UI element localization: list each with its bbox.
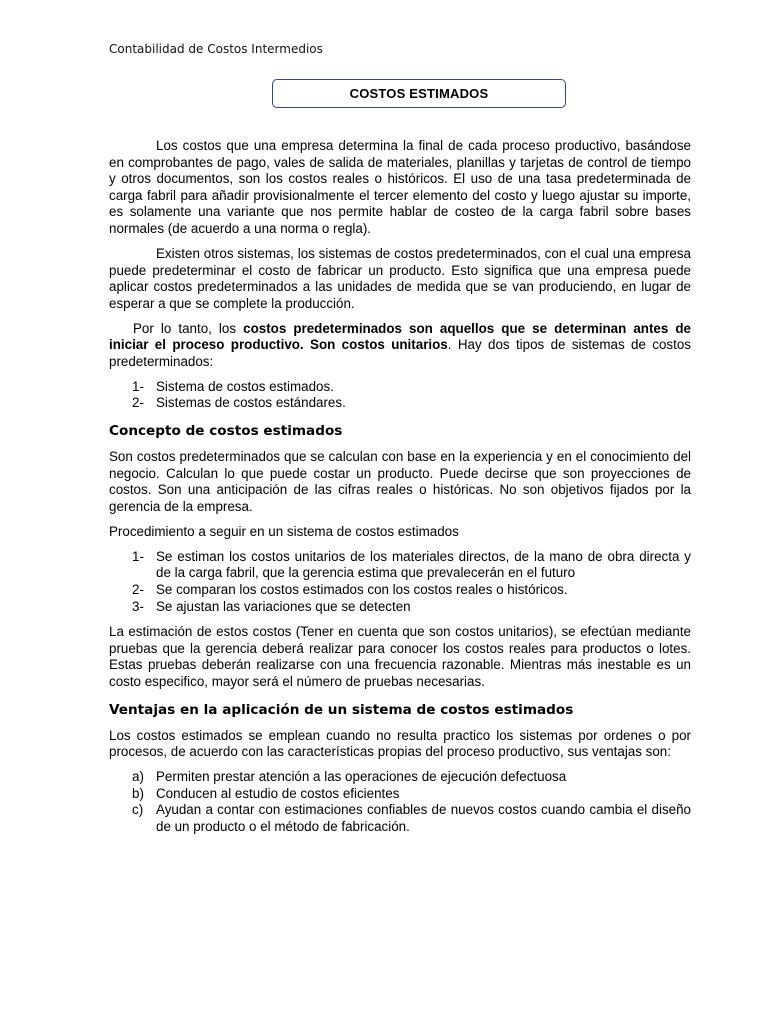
paragraph-advantages-intro: Los costos estimados se emplean cuando no resulta practico los sistemas por ordenes o por procesos, de acuerdo con las características propias del proceso productivo, sus ventajas son: bbox=[109, 727, 691, 760]
list-item-text: Sistemas de costos estándares. bbox=[156, 395, 346, 411]
paragraph-predetermined-systems: Existen otros sistemas, los sistemas de costos predeterminados, con el cual una empresa puede predeterminar el costo de fabricar un producto. Esto significa que una empresa puede aplicar costos predeterminados a las unidades de medida que se van produciendo, en lugar de esperar a que se complete la producción. bbox=[109, 245, 691, 311]
list-item-text: Se comparan los costos estimados con los costos reales o históricos. bbox=[156, 582, 568, 598]
list-marker: b) bbox=[132, 785, 144, 801]
systems-list bbox=[109, 379, 691, 412]
list-item-text: Se ajustan las variaciones que se detecten bbox=[156, 598, 411, 614]
list-marker: 1- bbox=[132, 378, 144, 394]
section-heading-concept: Concepto de costos estimados bbox=[109, 423, 343, 440]
list-item-text: Ayudan a contar con estimaciones confiables de nuevos costos cuando cambia el diseño de un producto o el método de fabricación. bbox=[156, 802, 691, 834]
list-item bbox=[109, 395, 691, 412]
document-title: COSTOS ESTIMADOS bbox=[349, 86, 489, 101]
list-marker: 2- bbox=[132, 582, 144, 598]
list-item bbox=[109, 599, 691, 616]
list-marker: 1- bbox=[132, 548, 144, 564]
list-item-text: Permiten prestar atención a las operaciones de ejecución defectuosa bbox=[156, 769, 567, 785]
definition-lead: Por lo tanto, los bbox=[133, 320, 244, 336]
advantages-list bbox=[109, 769, 691, 835]
list-item-text: Conducen al estudio de costos eficientes bbox=[156, 785, 400, 801]
section-heading-advantages: Ventajas en la aplicación de un sistema de costos estimados bbox=[109, 701, 574, 718]
list-marker: 2- bbox=[132, 395, 144, 411]
document-body bbox=[109, 138, 691, 845]
list-item bbox=[109, 379, 691, 396]
paragraph-estimation: La estimación de estos costos (Tener en cuenta que son costos unitarios), se efectúan mediante pruebas que la gerencia deberá realizar para conocer los costos reales para productos o lotes. Estas pruebas deberán realizarse con una frecuencia razonable. Mientras más inestable es un costo especifico, mayor será el número de pruebas necesarias. bbox=[109, 624, 691, 689]
list-item bbox=[109, 549, 691, 582]
list-marker: 3- bbox=[132, 598, 144, 614]
list-item-text: Se estiman los costos unitarios de los materiales directos, de la mano de obra directa y de la carga fabril, que la gerencia estima que prevalecerán en el futuro bbox=[156, 548, 691, 581]
paragraph-definition bbox=[109, 321, 691, 371]
list-marker: c) bbox=[132, 802, 144, 818]
paragraph-concept: Son costos predeterminados que se calculan con base en la experiencia y en el conocimiento del negocio. Calculan lo que puede costar un producto. Puede decirse que son proyecciones de costos. Son una anticipación de las cifras reales o históricas. No son objetivos fijados por la gerencia de la empresa. bbox=[109, 449, 691, 514]
procedure-list bbox=[109, 549, 691, 615]
list-marker: a) bbox=[132, 769, 144, 785]
list-item bbox=[109, 802, 691, 835]
definition-bold: costos predeterminados son aquellos que se determinan antes de iniciar el proceso productivo. Son costos unitarios bbox=[109, 320, 692, 353]
paragraph-intro: Los costos que una empresa determina la final de cada proceso productivo, basándose en comprobantes de pago, vales de salida de materiales, planillas y tarjetas de control de tiempo y otros documentos, son los costos reales o históricos. El uso de una tasa predeterminada de carga fabril para añadir provisionalmente el tercer elemento del costo y luego ajustar su importe, es solamente una variante que nos permite hablar de costeo de la carga fabril sobre bases normales (de acuerdo a una norma o regla). bbox=[109, 138, 691, 236]
list-item bbox=[109, 786, 691, 803]
definition-tail: . Hay dos tipos de sistemas de costos predeterminados: bbox=[109, 337, 691, 369]
list-item bbox=[109, 769, 691, 786]
list-item-text: Sistema de costos estimados. bbox=[156, 378, 334, 394]
paragraph-procedure-intro: Procedimiento a seguir en un sistema de costos estimados bbox=[109, 523, 459, 539]
list-item bbox=[109, 582, 691, 599]
page-header: Contabilidad de Costos Intermedios bbox=[109, 42, 323, 56]
title-box bbox=[272, 79, 566, 108]
